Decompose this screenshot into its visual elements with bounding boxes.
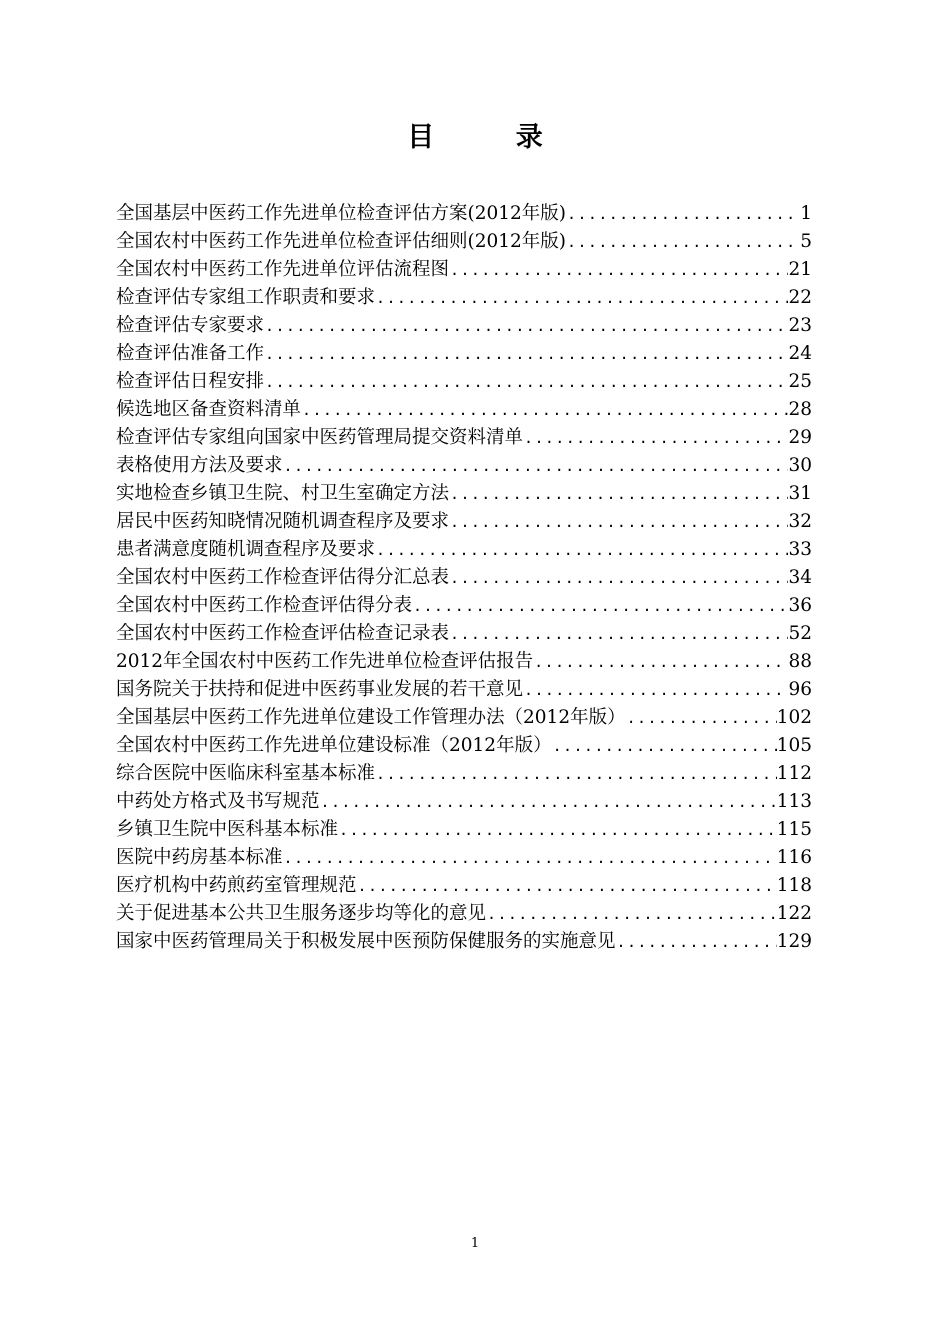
toc-entry-label: 国家中医药管理局关于积极发展中医预防保健服务的实施意见 [116, 931, 616, 952]
toc-entry-page-number: 25 [788, 371, 812, 392]
toc-entry-label: 检查评估专家要求 [116, 315, 265, 336]
toc-entry-label: 关于促进基本公共卫生服务逐步均等化的意见 [116, 903, 487, 924]
toc-entry[interactable] [116, 368, 812, 396]
toc-entry-label: 中药处方格式及书写规范 [116, 791, 320, 812]
toc-entry-page-number: 112 [776, 763, 812, 784]
toc-dot-leader [283, 452, 789, 480]
toc-entry[interactable] [116, 508, 812, 536]
toc-entry-label: 医疗机构中药煎药室管理规范 [116, 875, 357, 896]
toc-dot-leader [566, 228, 800, 256]
toc-dot-leader [449, 256, 788, 284]
toc-dot-leader [523, 676, 788, 704]
toc-entry-label: 乡镇卫生院中医科基本标准 [116, 819, 339, 840]
toc-entry[interactable] [116, 928, 812, 956]
toc-dot-leader [375, 760, 777, 788]
toc-dot-leader [449, 564, 788, 592]
toc-entry-page-number: 28 [788, 399, 812, 420]
toc-entry[interactable] [116, 704, 812, 732]
toc-dot-leader [449, 508, 788, 536]
toc-entry[interactable] [116, 228, 812, 256]
toc-dot-leader [626, 704, 777, 732]
toc-entry-page-number: 31 [788, 483, 812, 504]
toc-entry-page-number: 22 [788, 287, 812, 308]
toc-entry[interactable] [116, 480, 812, 508]
toc-dot-leader [552, 732, 777, 760]
toc-entry-page-number: 36 [788, 595, 812, 616]
toc-entry[interactable] [116, 200, 812, 228]
toc-entry-label: 患者满意度随机调查程序及要求 [116, 539, 376, 560]
toc-entry[interactable] [116, 536, 812, 564]
toc-entry-label: 医院中药房基本标准 [116, 847, 283, 868]
toc-dot-leader [357, 872, 777, 900]
toc-entry[interactable] [116, 872, 812, 900]
toc-entry[interactable] [116, 816, 812, 844]
toc-entry[interactable] [116, 564, 812, 592]
toc-entry-page-number: 116 [776, 847, 812, 868]
toc-entry-page-number: 34 [788, 567, 812, 588]
toc-entry-page-number: 1 [800, 203, 812, 224]
toc-entry[interactable] [116, 900, 812, 928]
toc-entry-page-number: 115 [776, 819, 812, 840]
toc-entry-label: 检查评估专家组工作职责和要求 [116, 287, 376, 308]
toc-entry-label: 检查评估专家组向国家中医药管理局提交资料清单 [116, 427, 524, 448]
toc-entry-label: 全国农村中医药工作先进单位检查评估细则(2012年版) [116, 231, 567, 252]
toc-entry-label: 全国农村中医药工作检查评估检查记录表 [116, 623, 450, 644]
toc-dot-leader [375, 536, 788, 564]
toc-entry-page-number: 105 [776, 735, 812, 756]
toc-dot-leader [616, 928, 777, 956]
toc-entry-label: 全国基层中医药工作先进单位建设工作管理办法（2012年版） [116, 707, 626, 728]
toc-entry[interactable] [116, 396, 812, 424]
toc-entry-label: 检查评估日程安排 [116, 371, 265, 392]
toc-dot-leader [320, 788, 777, 816]
toc-entry-page-number: 32 [788, 511, 812, 532]
toc-entry-page-number: 88 [788, 651, 812, 672]
toc-entry[interactable] [116, 732, 812, 760]
toc-entry-page-number: 52 [788, 623, 812, 644]
toc-entry[interactable] [116, 256, 812, 284]
toc-entry[interactable] [116, 788, 812, 816]
toc-entry[interactable] [116, 452, 812, 480]
toc-entry[interactable] [116, 760, 812, 788]
toc-entry[interactable] [116, 648, 812, 676]
toc-dot-leader [486, 900, 777, 928]
toc-entry-label: 候选地区备查资料清单 [116, 399, 302, 420]
toc-entry[interactable] [116, 620, 812, 648]
toc-dot-leader [264, 312, 788, 340]
toc-entry[interactable] [116, 592, 812, 620]
toc-entry-label: 综合医院中医临床科室基本标准 [116, 763, 376, 784]
toc-dot-leader [412, 592, 788, 620]
toc-entry-label: 全国基层中医药工作先进单位检查评估方案(2012年版) [116, 203, 567, 224]
toc-dot-leader [264, 340, 788, 368]
toc-entry-page-number: 129 [776, 931, 812, 952]
toc-dot-leader [566, 200, 800, 228]
toc-dot-leader [338, 816, 777, 844]
toc-entry-label: 表格使用方法及要求 [116, 455, 283, 476]
table-of-contents [116, 200, 812, 956]
toc-entry-label: 全国农村中医药工作先进单位评估流程图 [116, 259, 450, 280]
toc-entry[interactable] [116, 424, 812, 452]
toc-entry-page-number: 113 [776, 791, 812, 812]
toc-entry[interactable] [116, 312, 812, 340]
toc-entry[interactable] [116, 676, 812, 704]
toc-entry[interactable] [116, 340, 812, 368]
toc-entry[interactable] [116, 284, 812, 312]
toc-dot-leader [533, 648, 788, 676]
toc-dot-leader [283, 844, 777, 872]
toc-entry-label: 全国农村中医药工作检查评估得分表 [116, 595, 413, 616]
toc-dot-leader [523, 424, 788, 452]
toc-entry-label: 实地检查乡镇卫生院、村卫生室确定方法 [116, 483, 450, 504]
toc-dot-leader [449, 480, 788, 508]
page-title: 目 录 [407, 122, 579, 153]
toc-entry-label: 国务院关于扶持和促进中医药事业发展的若干意见 [116, 679, 524, 700]
page-number: 1 [470, 1236, 480, 1251]
toc-dot-leader [375, 284, 788, 312]
toc-entry-page-number: 29 [788, 427, 812, 448]
toc-entry-label: 全国农村中医药工作先进单位建设标准（2012年版） [116, 735, 552, 756]
toc-entry-page-number: 33 [788, 539, 812, 560]
toc-entry-page-number: 102 [776, 707, 812, 728]
toc-entry[interactable] [116, 844, 812, 872]
toc-entry-page-number: 30 [788, 455, 812, 476]
toc-entry-page-number: 24 [788, 343, 812, 364]
toc-entry-label: 居民中医药知晓情况随机调查程序及要求 [116, 511, 450, 532]
toc-dot-leader [301, 396, 788, 424]
toc-entry-label: 2012年全国农村中医药工作先进单位检查评估报告 [116, 651, 534, 672]
toc-entry-label: 检查评估准备工作 [116, 343, 265, 364]
toc-entry-page-number: 96 [788, 679, 812, 700]
toc-entry-page-number: 122 [776, 903, 812, 924]
toc-entry-label: 全国农村中医药工作检查评估得分汇总表 [116, 567, 450, 588]
toc-entry-page-number: 21 [788, 259, 812, 280]
toc-dot-leader [449, 620, 788, 648]
toc-entry-page-number: 118 [776, 875, 812, 896]
toc-dot-leader [264, 368, 788, 396]
toc-entry-page-number: 23 [788, 315, 812, 336]
toc-entry-page-number: 5 [800, 231, 812, 252]
